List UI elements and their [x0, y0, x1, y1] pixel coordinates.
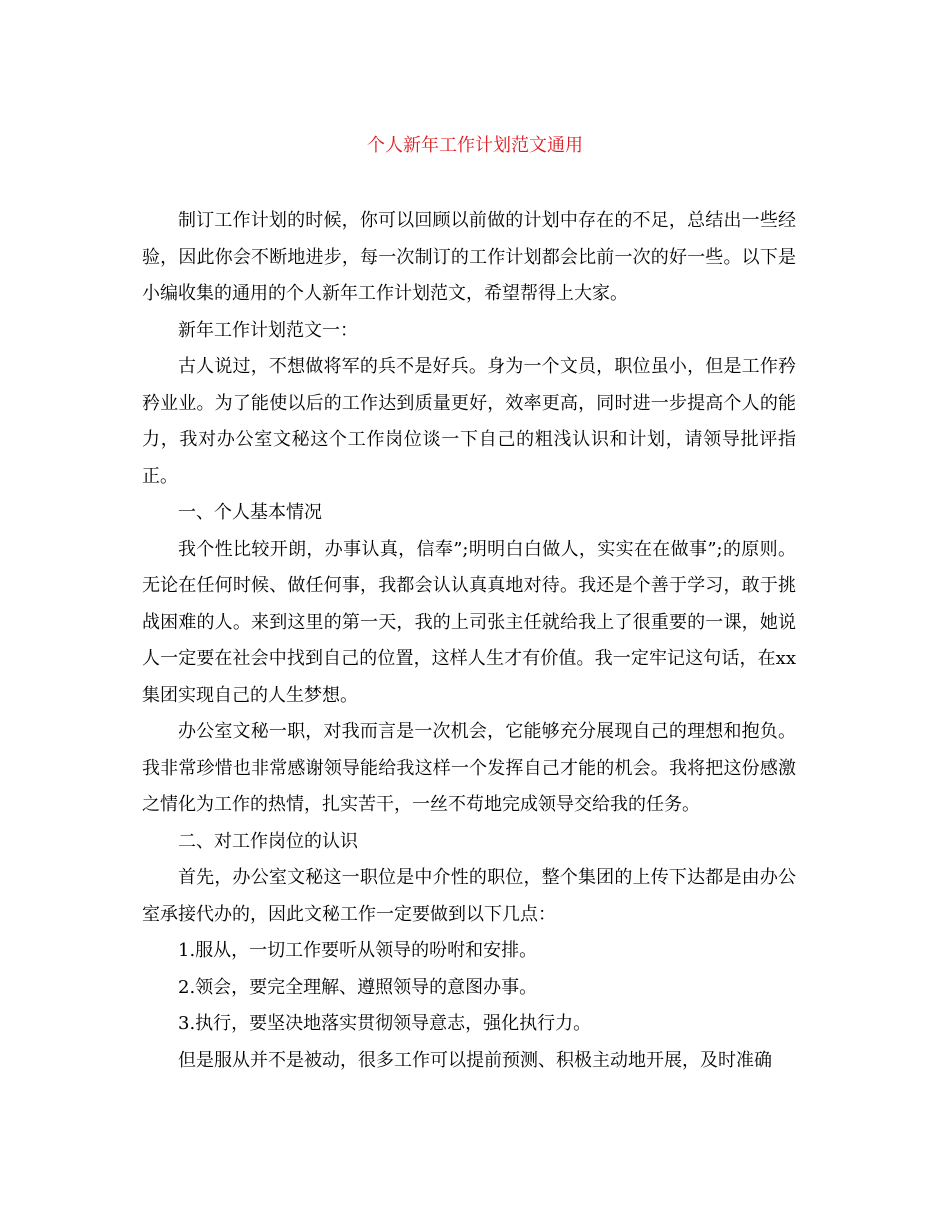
list-item-execute: 3.执行，要坚决地落实贯彻领导意志，强化执行力。 [178, 1013, 592, 1034]
document-body [142, 203, 796, 1079]
paragraph-opening: 古人说过，不想做将军的兵不是好兵。身为一个文员，职位虽小，但是工作矜矜业业。为了能使以后的工作达到质量更好，效率更高，同时进一步提高个人的能力，我对办公室文秘这个工作岗位谈一下自己的粗浅认识和计划，请领导批评指正。 [142, 356, 796, 487]
paragraph-sample-heading: 新年工作计划范文一： [178, 319, 358, 341]
document-title: 个人新年工作计划范文通用 [367, 135, 583, 156]
section-heading-personal-info: 一、个人基本情况 [178, 502, 322, 523]
list-item-understand: 2.领会，要完全理解、遵照领导的意图办事。 [178, 976, 538, 998]
paragraph-proactive: 但是服从并不是被动，很多工作可以提前预测、积极主动地开展，及时准确 [178, 1049, 772, 1071]
paragraph-role-nature: 首先，办公室文秘这一职位是中介性的职位，整个集团的上传下达都是由办公室承接代办的，因此文秘工作一定要做到以下几点： [142, 867, 796, 925]
paragraph-personality: 我个性比较开朗，办事认真，信奉”;明明白白做人，实实在在做事”;的原则。无论在任何时候、做任何事，我都会认认真真地对待。我还是个善于学习，敢于挑战困难的人。来到这里的第一天，我的上司张主任就给我上了很重要的一课，她说人一定要在社会中找到自己的位置，这样人生才有价值。我一定牢记这句话，在xx集团实现自己的人生梦想。 [142, 538, 796, 706]
section-heading-job-understanding: 二、对工作岗位的认识 [178, 830, 358, 852]
paragraph-opportunity: 办公室文秘一职，对我而言是一次机会，它能够充分展现自己的理想和抱负。我非常珍惜也非常感谢领导能给我这样一个发挥自己才能的机会。我将把这份感激之情化为工作的热情，扎实苦干，一丝不苟地完成领导交给我的任务。 [142, 721, 796, 815]
list-item-obey: 1.服从，一切工作要听从领导的吩咐和安排。 [178, 940, 538, 961]
paragraph-intro: 制订工作计划的时候，你可以回顾以前做的计划中存在的不足，总结出一些经验，因此你会不断地进步，每一次制订的工作计划都会比前一次的好一些。以下是小编收集的通用的个人新年工作计划范文，希望帮得上大家。 [142, 210, 796, 304]
